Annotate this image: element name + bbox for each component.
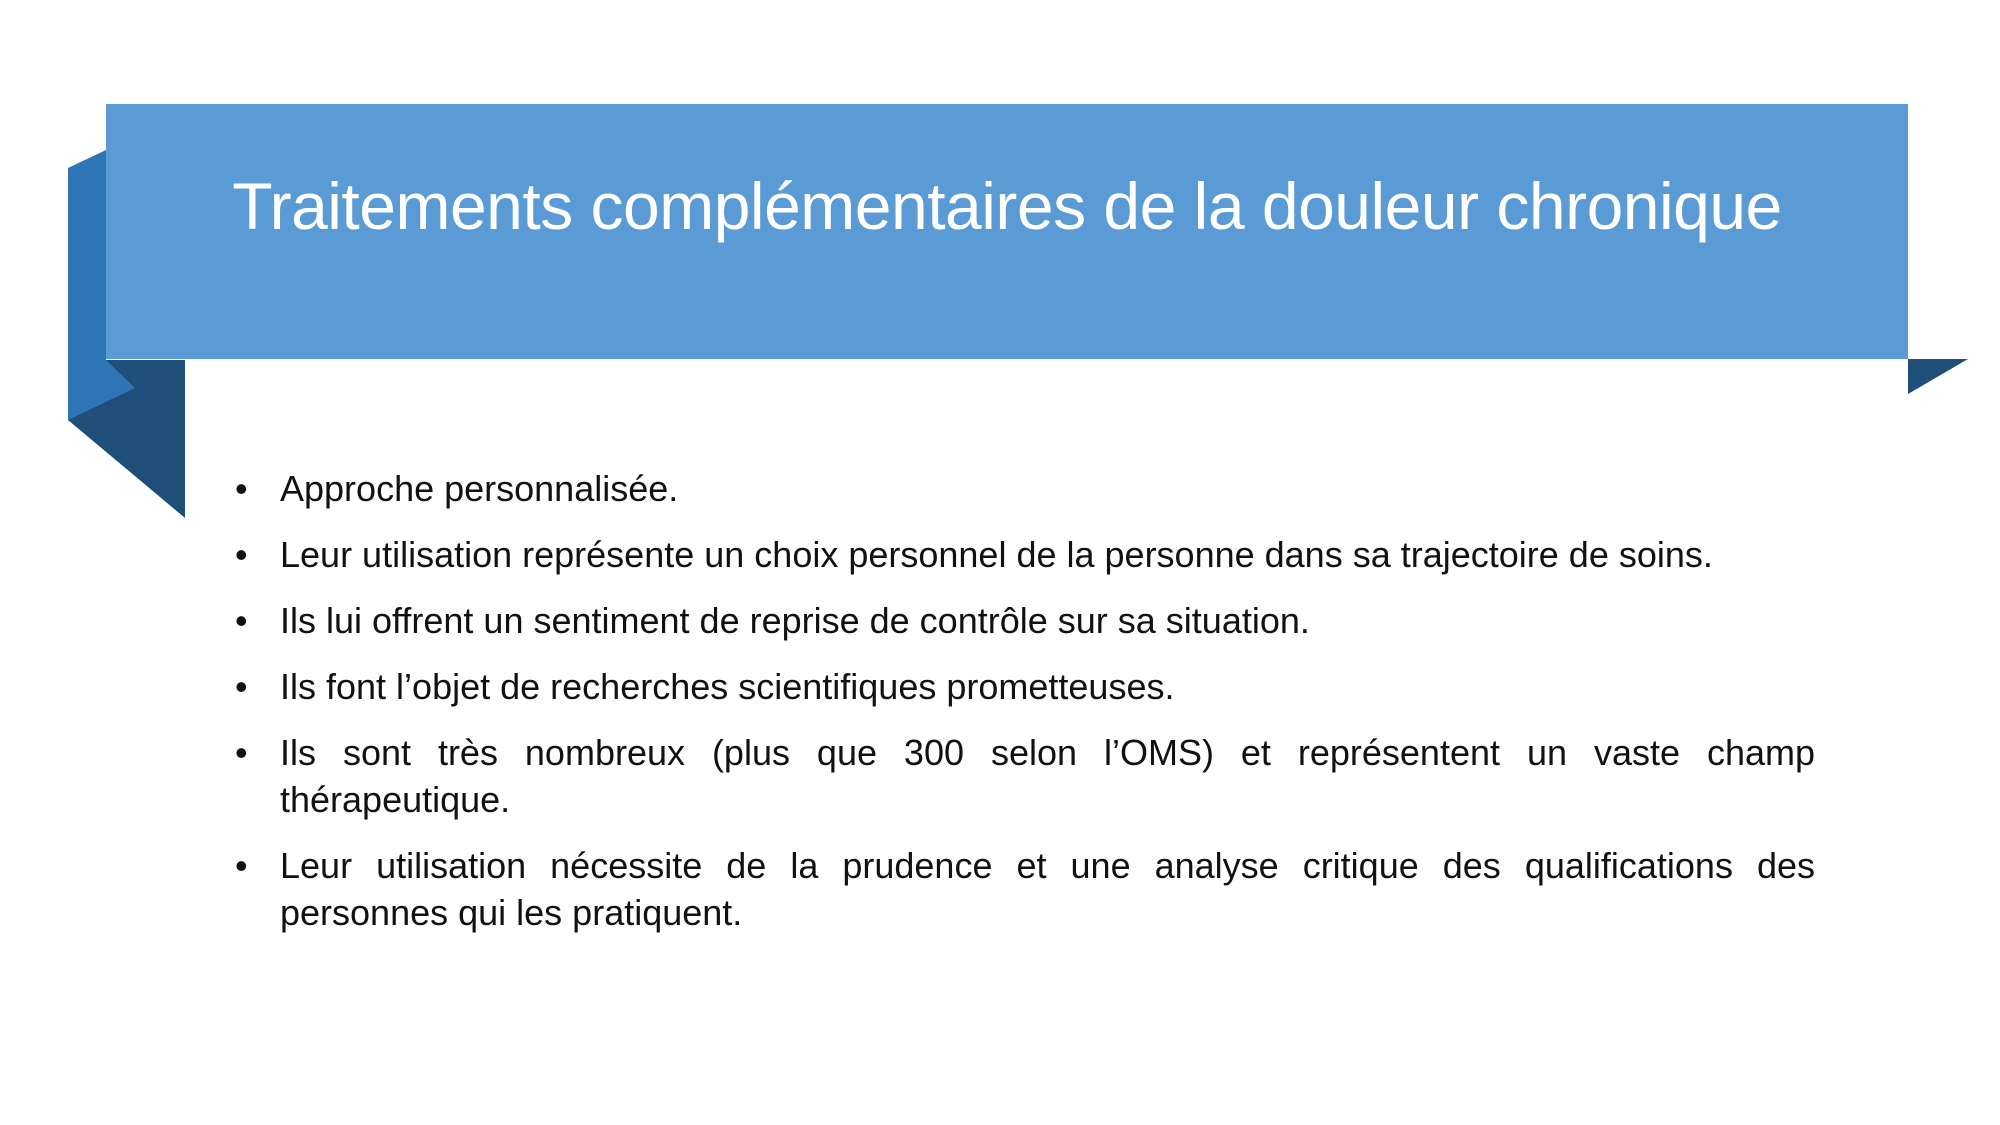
list-item [235,465,1815,512]
bullet-icon: • [235,600,248,641]
list-item-text: Ils lui offrent un sentiment de reprise de contrôle sur sa situation. [280,600,1310,641]
list-item-text: Leur utilisation représente un choix personnel de la personne dans sa trajectoire de soins. [280,534,1713,575]
list-item-text: Leur utilisation nécessite de la prudence et une analyse critique des qualifications des personnes qui les pratiquent. [280,845,1815,933]
list-item-text: Approche personnalisée. [280,468,679,509]
bullet-icon: • [235,845,248,886]
list-item [235,842,1815,936]
slide-content [235,465,1815,955]
list-item [235,531,1815,578]
list-item [235,663,1815,710]
bullet-list [235,465,1815,936]
list-item [235,597,1815,644]
bullet-icon: • [235,732,248,773]
bullet-icon: • [235,468,248,509]
ribbon-right-fold [1908,359,1968,394]
list-item-text: Ils font l’objet de recherches scientifiques prometteuses. [280,666,1175,707]
list-item-text: Ils sont très nombreux (plus que 300 selon l’OMS) et représentent un vaste champ thérapeutique. [280,732,1815,820]
bullet-icon: • [235,666,248,707]
title-banner [106,104,1908,359]
slide-title: Traitements complémentaires de la douleur chronique [232,168,1782,243]
bullet-icon: • [235,534,248,575]
list-item [235,729,1815,823]
